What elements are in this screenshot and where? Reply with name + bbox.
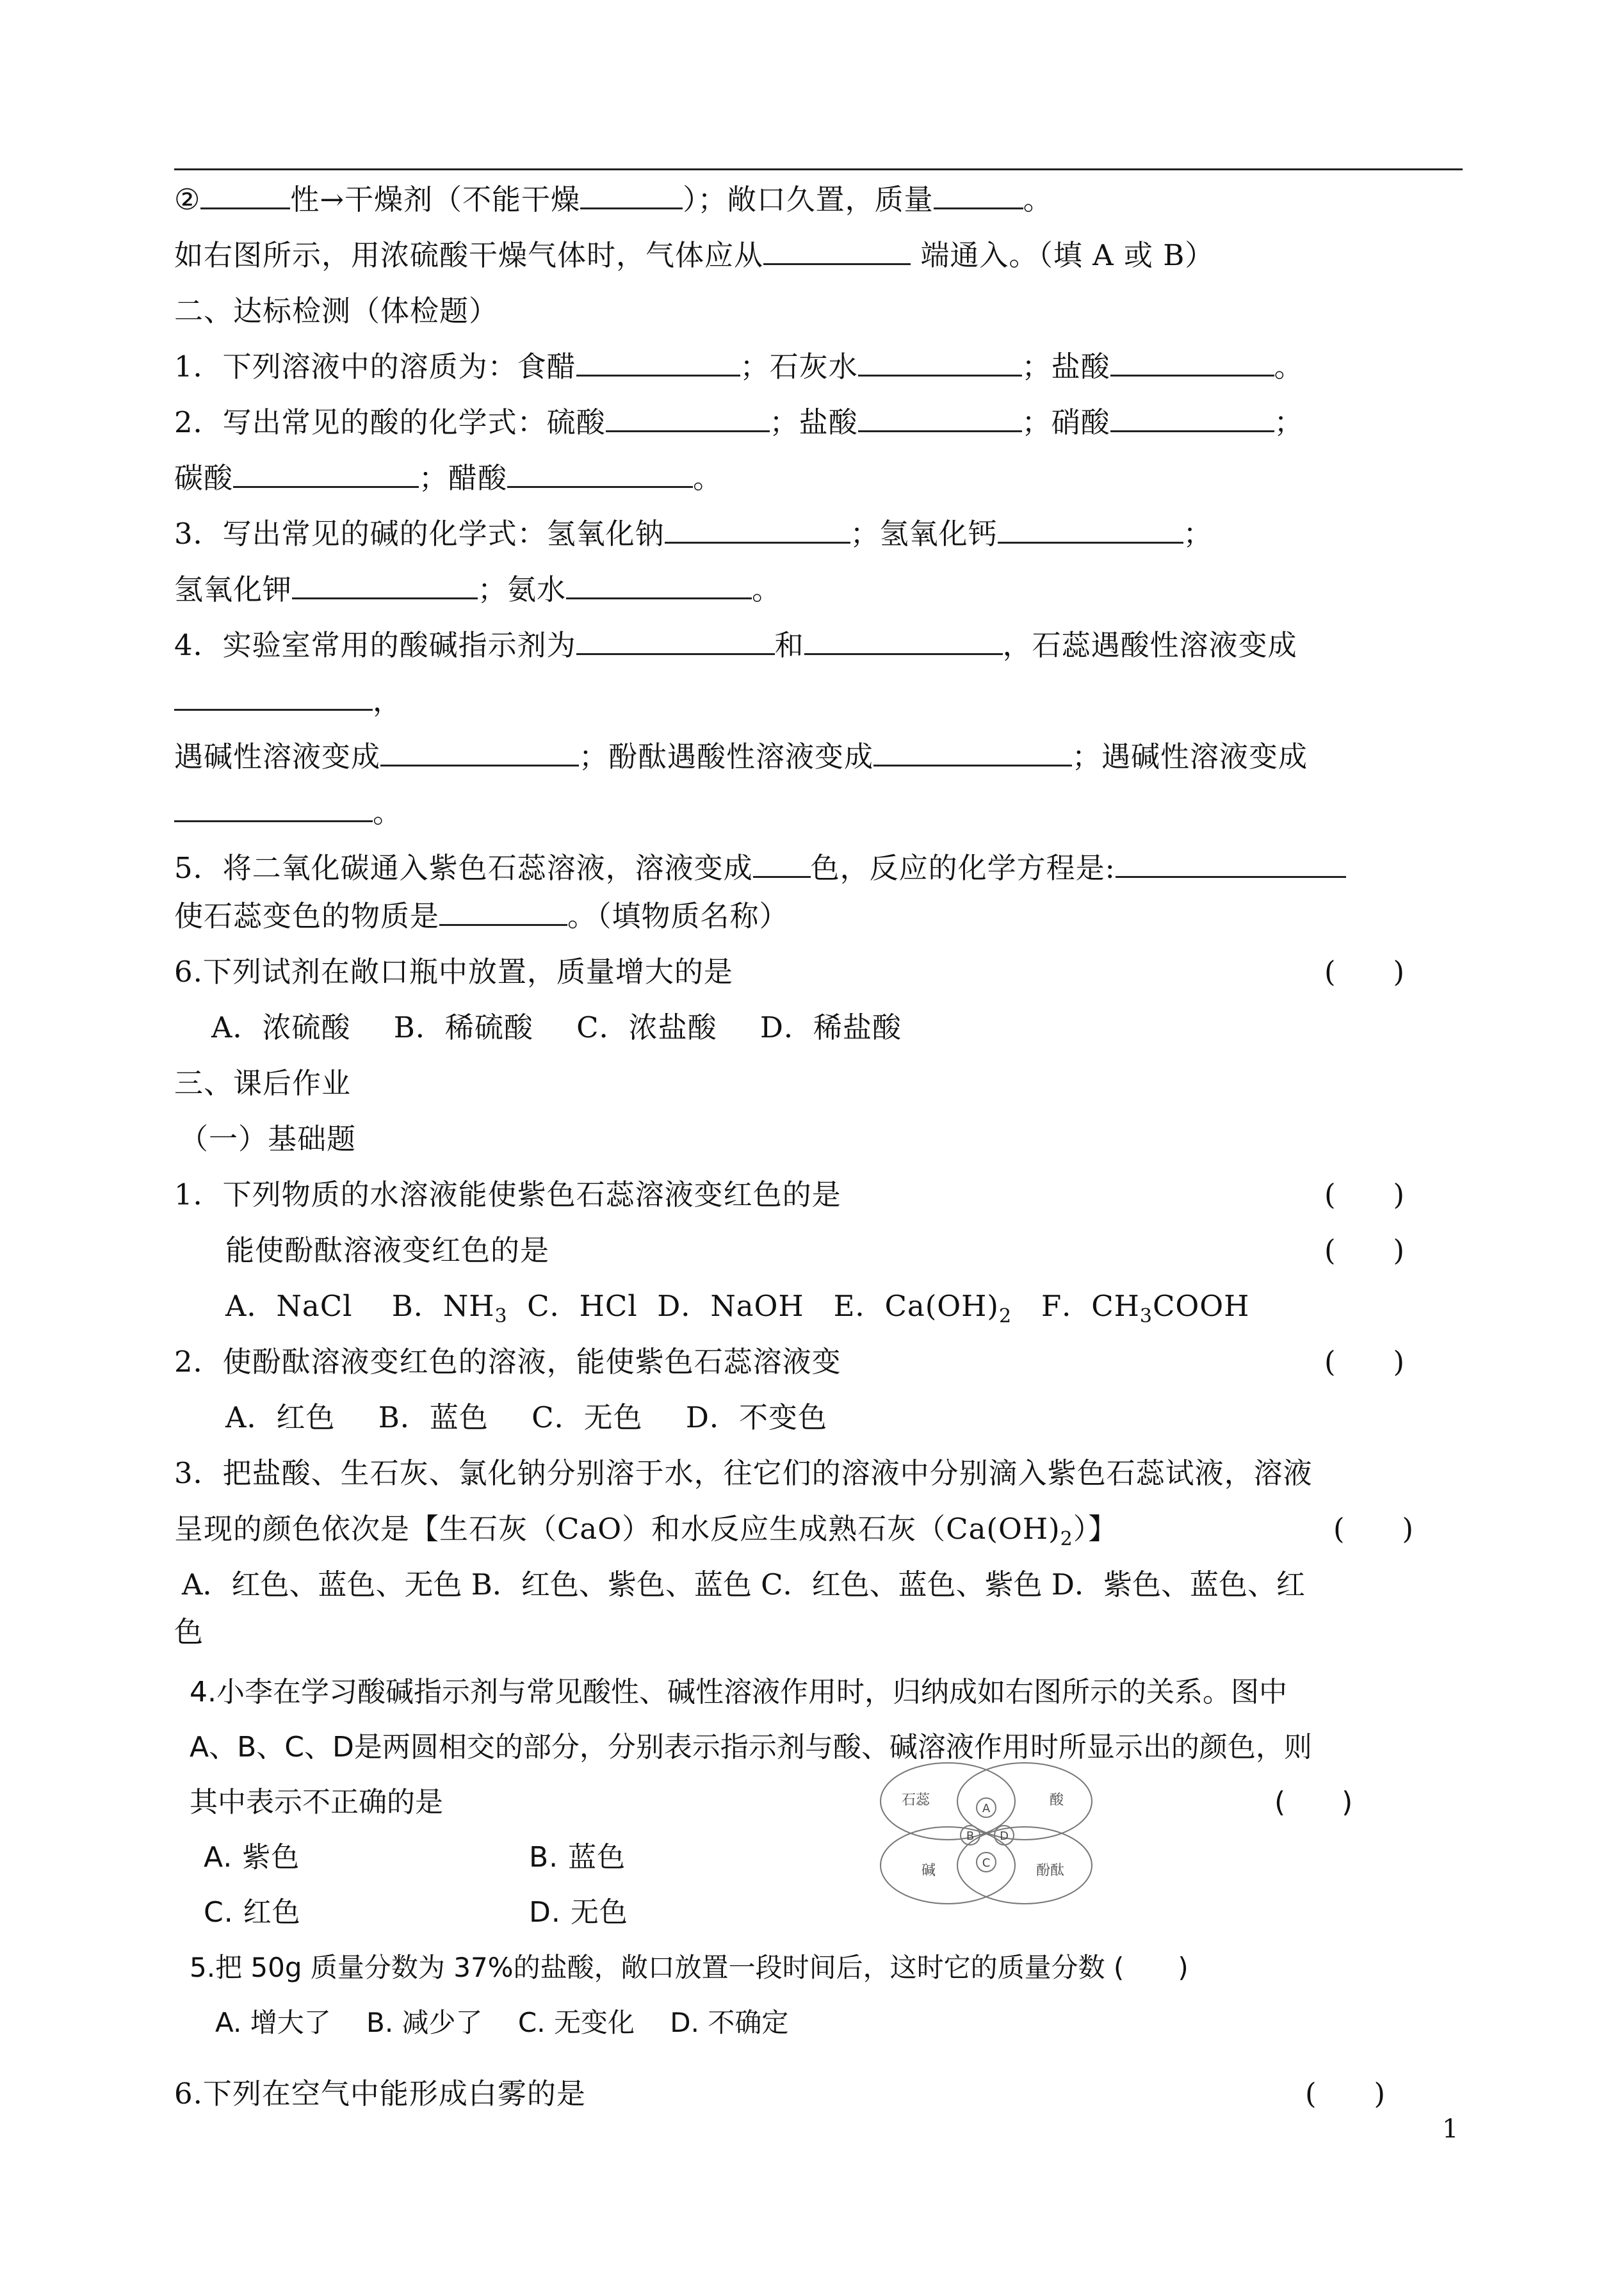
option-b: B. 蓝色 (529, 1841, 626, 1874)
s3-question-1-options: A．NaCl B．$NH_3$ C．HCl D．NaOH E．$Ca(OH)_2$ F．$CH_3COOH$ (225, 1289, 1250, 1327)
s3-question-5-options: A. 增大了 B. 减少了 C. 无变化 D. 不确定 (215, 2007, 789, 2038)
s3-question-3-options: A．红色、蓝色、无色 B．红色、紫色、蓝色 C．红色、蓝色、紫色 D．紫色、蓝色、红 (182, 1568, 1305, 1602)
s2-question-2-cont: 碳酸 ；醋酸 。 (174, 461, 723, 495)
s2-question-5: 5．将二氧化碳通入紫色石蕊溶液，溶液变成 色，反应的化学方程是: (174, 850, 1346, 887)
venn-label-b: B (966, 1829, 975, 1843)
venn-label-c: C (982, 1856, 991, 1870)
answer-paren[interactable]: ( ) (1324, 1233, 1405, 1267)
blank[interactable] (665, 517, 850, 544)
answer-paren[interactable]: ( ) (1333, 1512, 1414, 1546)
s2-question-4: 4．实验室常用的酸碱指示剂为 和 ，石蕊遇酸性溶液变成 (174, 628, 1297, 662)
section3-subtitle: （一）基础题 (179, 1122, 357, 1156)
blank[interactable] (507, 462, 693, 488)
s2-question-4-cont1: ， (174, 683, 402, 720)
s2-question-4-cont3: 。 (174, 794, 402, 831)
blank[interactable] (1110, 350, 1274, 377)
venn-label-d: D (1000, 1829, 1009, 1843)
s3-question-4-line1: 4.小李在学习酸碱指示剂与常见酸性、碱性溶液作用时，归纳成如右图所示的关系。图中 (190, 1676, 1287, 1708)
s3-question-6: 6.下列在空气中能形成白雾的是 (174, 2077, 586, 2111)
blank[interactable] (576, 629, 775, 655)
blank[interactable] (753, 852, 811, 878)
venn-circle-shiru (881, 1763, 1015, 1840)
s2-question-6: 6.下列试剂在敞口瓶中放置，质量增大的是 (174, 955, 733, 989)
venn-label-shiru: 石蕊 (901, 1792, 930, 1808)
blank[interactable] (998, 517, 1183, 544)
option-c: C. 红色 (204, 1896, 301, 1929)
s3-question-3-line2: 呈现的颜色依次是【生石灰（CaO）和水反应生成熟石灰$(Ca(OH)_2)$】 (174, 1512, 1118, 1550)
blank[interactable] (804, 629, 1003, 655)
blank[interactable] (576, 350, 740, 377)
section3-title: 三、课后作业 (174, 1066, 352, 1100)
s3-question-4-line2: A、B、C、D是两圆相交的部分，分别表示指示剂与酸、碱溶液作用时所显示出的颜色，则 (190, 1731, 1312, 1764)
s3-question-1-line2: 能使酚酞溶液变红色的是 (225, 1233, 550, 1267)
venn-label-suan: 酸 (1049, 1792, 1064, 1808)
answer-paren[interactable]: ( ) (1324, 1345, 1405, 1379)
blank[interactable] (174, 685, 373, 711)
s3-question-2-options: A．红色 B．蓝色 C．无色 D．不变色 (225, 1400, 827, 1434)
blank[interactable] (763, 239, 911, 265)
venn-label-fentai: 酚酞 (1035, 1863, 1065, 1879)
blank[interactable] (174, 796, 373, 822)
s3-question-2: 2．使酚酞溶液变红色的溶液，能使紫色石蕊溶液变 (174, 1345, 841, 1379)
blank[interactable] (580, 183, 683, 209)
blank[interactable] (439, 900, 567, 926)
blank[interactable] (1110, 406, 1274, 432)
blank[interactable] (566, 573, 752, 599)
s3-question-4-line3: 其中表示不正确的是 (190, 1786, 443, 1819)
header-rule (174, 168, 1463, 170)
blank[interactable] (934, 183, 1023, 209)
venn-label-a: A (982, 1802, 991, 1815)
blank[interactable] (233, 462, 419, 488)
blank[interactable] (380, 740, 579, 766)
s2-question-2: 2．写出常见的酸的化学式：硫酸 ；盐酸 ；硝酸 ； (174, 405, 1304, 439)
line-gas-inlet: 如右图所示，用浓硫酸干燥气体时，气体应从 端通入。（填 A 或 B） (174, 238, 1215, 272)
answer-paren[interactable]: ( ) (1274, 1786, 1353, 1819)
blank[interactable] (1116, 852, 1346, 878)
venn-diagram (877, 1760, 1095, 1907)
option-a: A. 紫色 (204, 1841, 300, 1874)
option-d: D. 无色 (529, 1896, 628, 1929)
answer-paren[interactable]: ( ) (1305, 2077, 1386, 2111)
answer-paren[interactable]: ( ) (1324, 1178, 1405, 1212)
s3-question-3-tail: 色 (174, 1615, 204, 1649)
blank[interactable] (873, 740, 1072, 766)
line-drying-property: ② 性→干燥剂（不能干燥 ）；敞口久置，质量 。 (174, 182, 1053, 216)
blank[interactable] (858, 406, 1022, 432)
s3-question-3: 3．把盐酸、生石灰、氯化钠分别溶于水，往它们的溶液中分别滴入紫色石蕊试液，溶液 (174, 1456, 1313, 1490)
blank[interactable] (858, 350, 1022, 377)
s2-question-3: 3．写出常见的碱的化学式：氢氧化钠 ；氢氧化钙 ； (174, 517, 1213, 551)
blank[interactable] (200, 183, 290, 209)
blank[interactable] (606, 406, 770, 432)
s2-question-4-cont2: 遇碱性溶液变成 ；酚酞遇酸性溶液变成 ；遇碱性溶液变成 (174, 740, 1308, 774)
s2-question-1: 1．下列溶液中的溶质为：食醋 ；石灰水 ；盐酸 。 (174, 350, 1304, 384)
answer-paren[interactable]: ( ) (1324, 955, 1405, 989)
s2-question-3-cont: 氢氧化钾 ；氨水 。 (174, 572, 782, 606)
venn-label-jian: 碱 (921, 1863, 936, 1879)
section2-title: 二、达标检测（体检题） (174, 294, 499, 328)
s3-question-5: 5.把 50g 质量分数为 37%的盐酸，敞口放置一段时间后，这时它的质量分数 ( ) (190, 1952, 1189, 1983)
blank[interactable] (292, 573, 478, 599)
s2-question-6-options: A．浓硫酸 B．稀硫酸 C．浓盐酸 D．稀盐酸 (211, 1010, 902, 1044)
s3-question-1: 1．下列物质的水溶液能使紫色石蕊溶液变红色的是 (174, 1178, 841, 1212)
s2-question-5-cont: 使石蕊变色的物质是 。（填物质名称） (174, 899, 789, 933)
page-number: 1 (1442, 2114, 1459, 2144)
